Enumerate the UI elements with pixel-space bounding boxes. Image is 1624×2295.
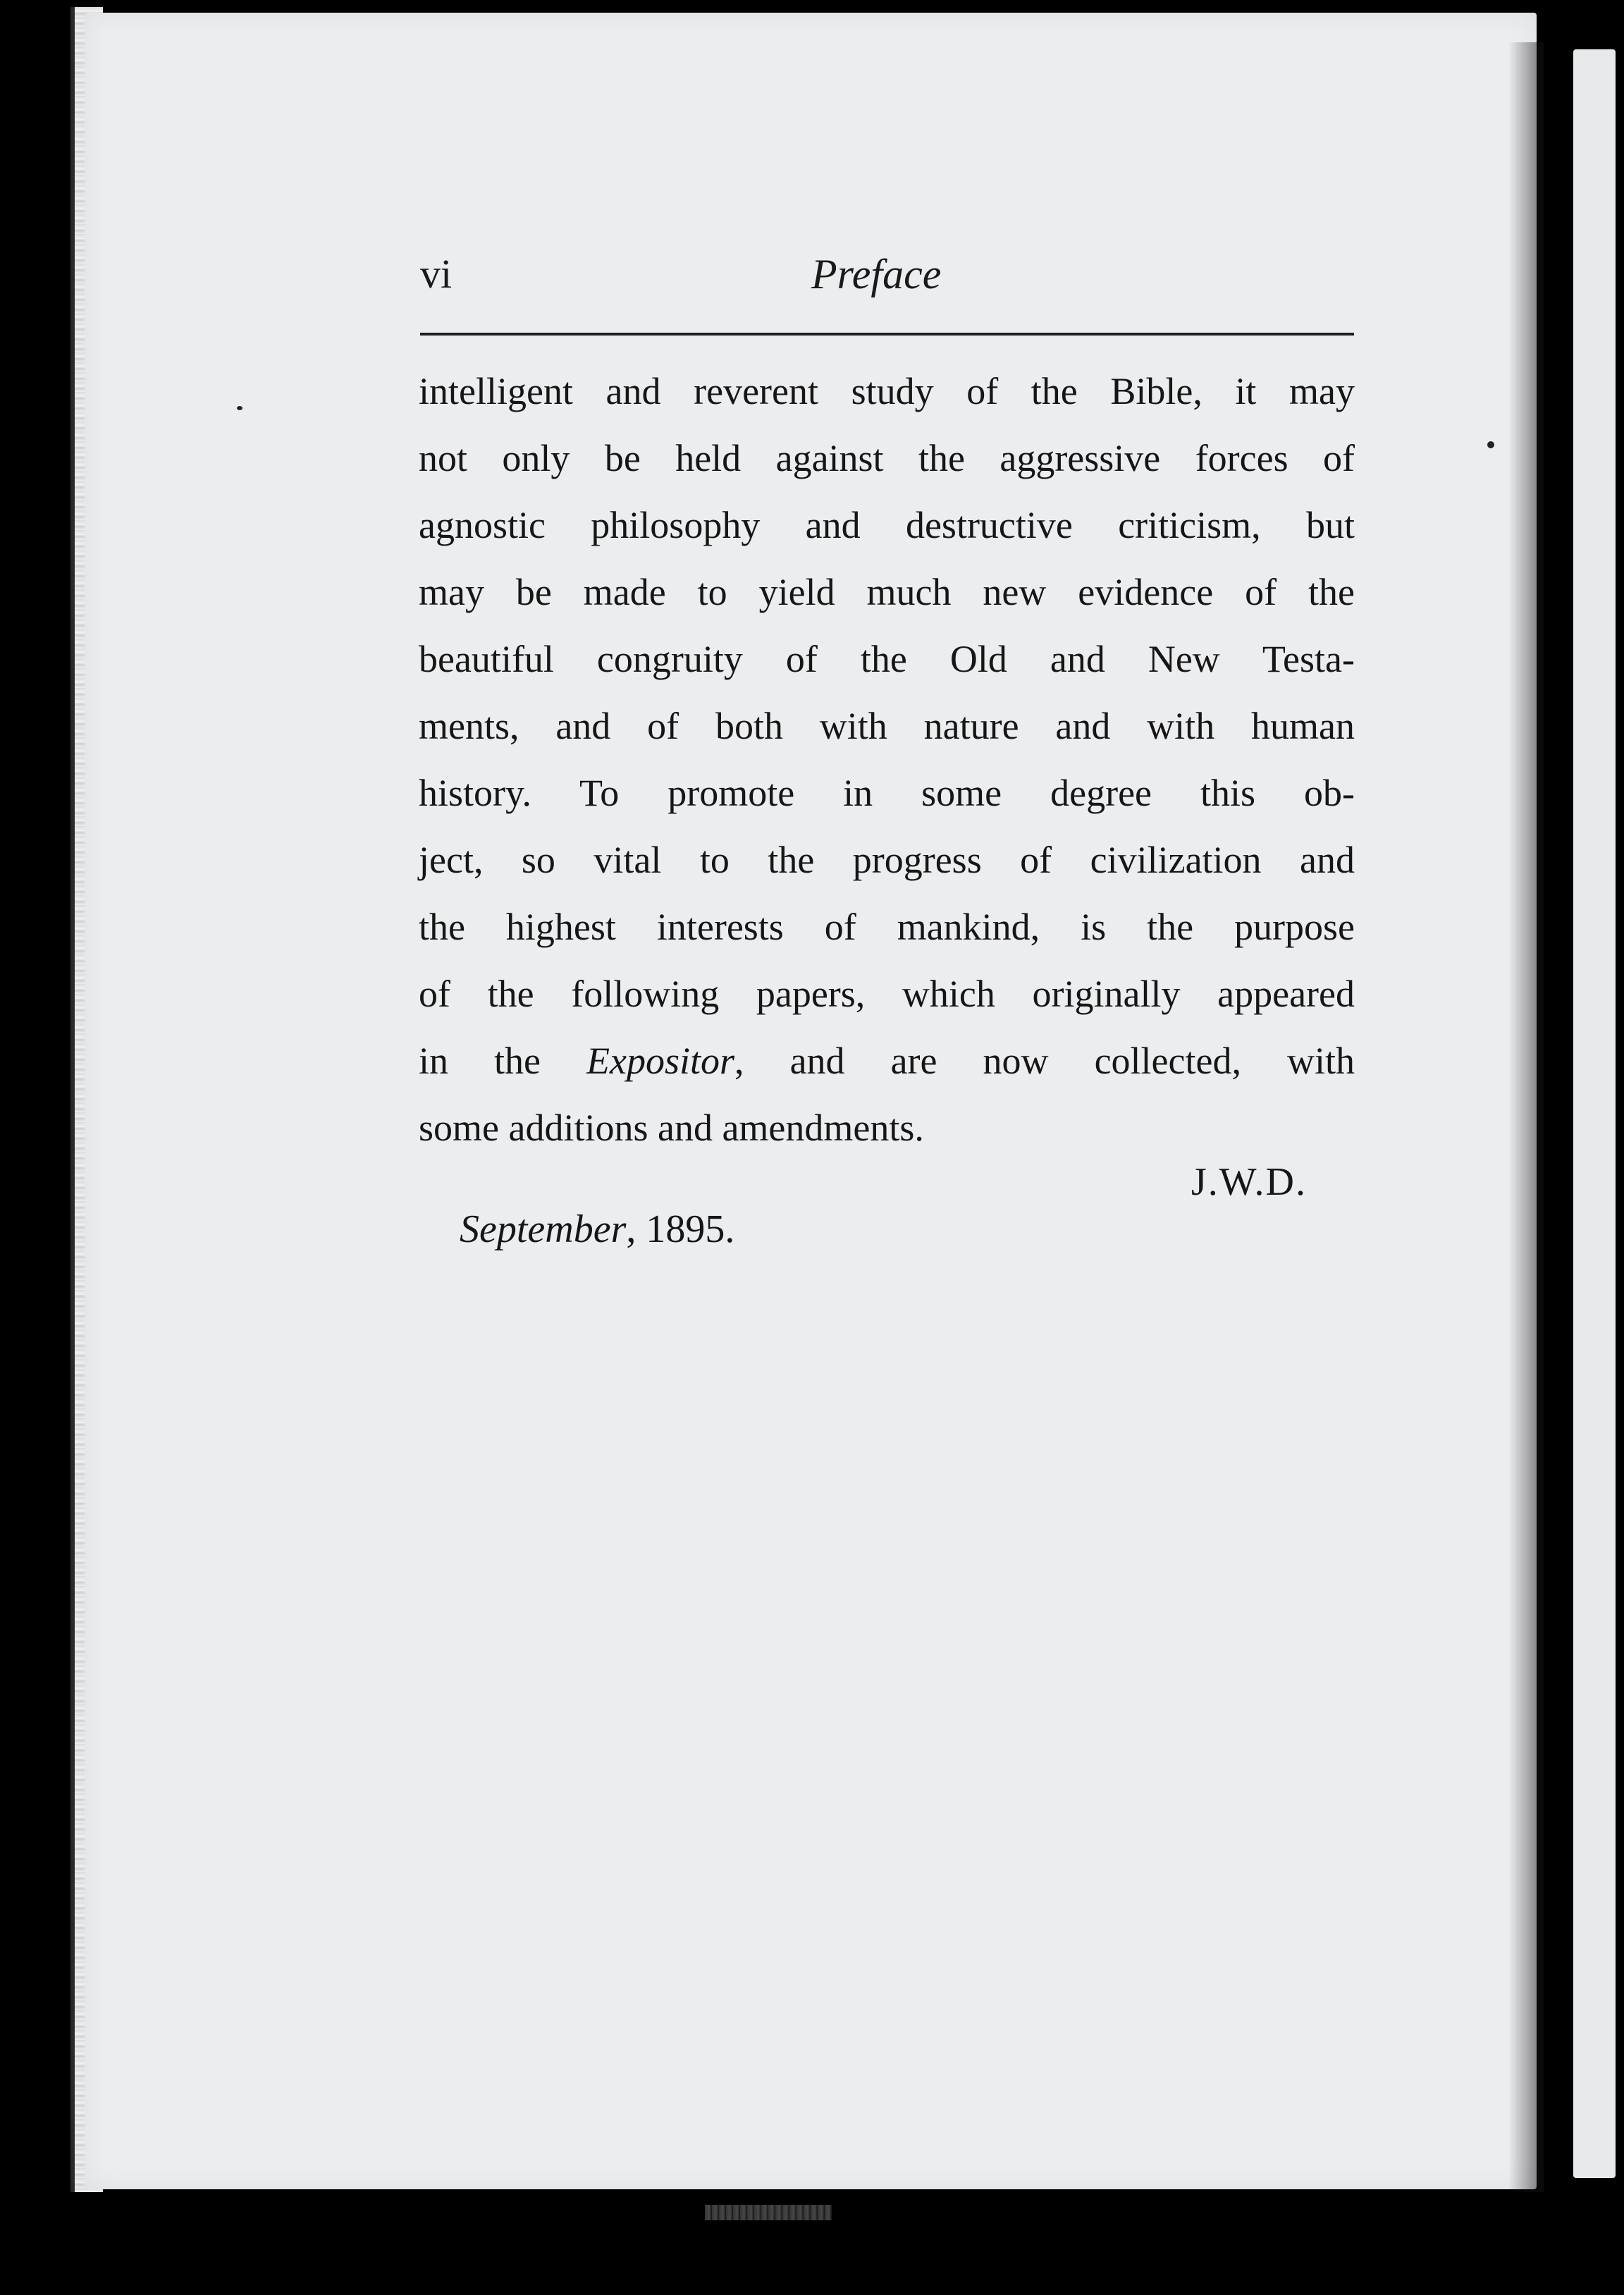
page-number: vi [420, 251, 453, 297]
next-sheet-edge [1573, 49, 1616, 2178]
dateline-year: , 1895. [626, 1207, 735, 1251]
journal-title: Expositor [586, 1040, 735, 1082]
text-line: ject, so vital to the progress of civilization and [419, 839, 1355, 881]
text-line: some additions and amendments. [419, 1107, 924, 1149]
text-line: not only be held against the aggressive forces of [419, 437, 1355, 479]
text-line: the highest interests of mankind, is the purpose [419, 906, 1355, 948]
text-line-expositor [419, 1028, 1355, 1095]
running-head: Preface [811, 251, 942, 297]
text-line: agnostic philosophy and destructive criticism, but [419, 504, 1355, 546]
dateline [460, 1207, 734, 1252]
scan-mark [705, 2205, 832, 2220]
text-fragment: in the [419, 1040, 587, 1082]
author-initials: J.W.D. [1191, 1160, 1307, 1204]
speck [1487, 441, 1494, 448]
text-line: history. To promote in some degree this ob- [419, 772, 1355, 814]
text-line: ments, and of both with nature and with human [419, 705, 1355, 747]
text-line: of the following papers, which originally appeared [419, 973, 1355, 1015]
page-header [420, 243, 1354, 314]
header-rule [420, 333, 1354, 336]
gutter-shadow [1508, 42, 1544, 2192]
text-line: beautiful congruity of the Old and New Testa- [419, 638, 1355, 680]
text-fragment: , and are now collected, with [734, 1040, 1355, 1082]
preface-text [419, 358, 1355, 1162]
speck [237, 406, 242, 410]
text-line: may be made to yield much new evidence of the [419, 571, 1355, 613]
text-line: intelligent and reverent study of the Bible, it may [419, 370, 1355, 412]
dateline-month: September [460, 1207, 627, 1251]
